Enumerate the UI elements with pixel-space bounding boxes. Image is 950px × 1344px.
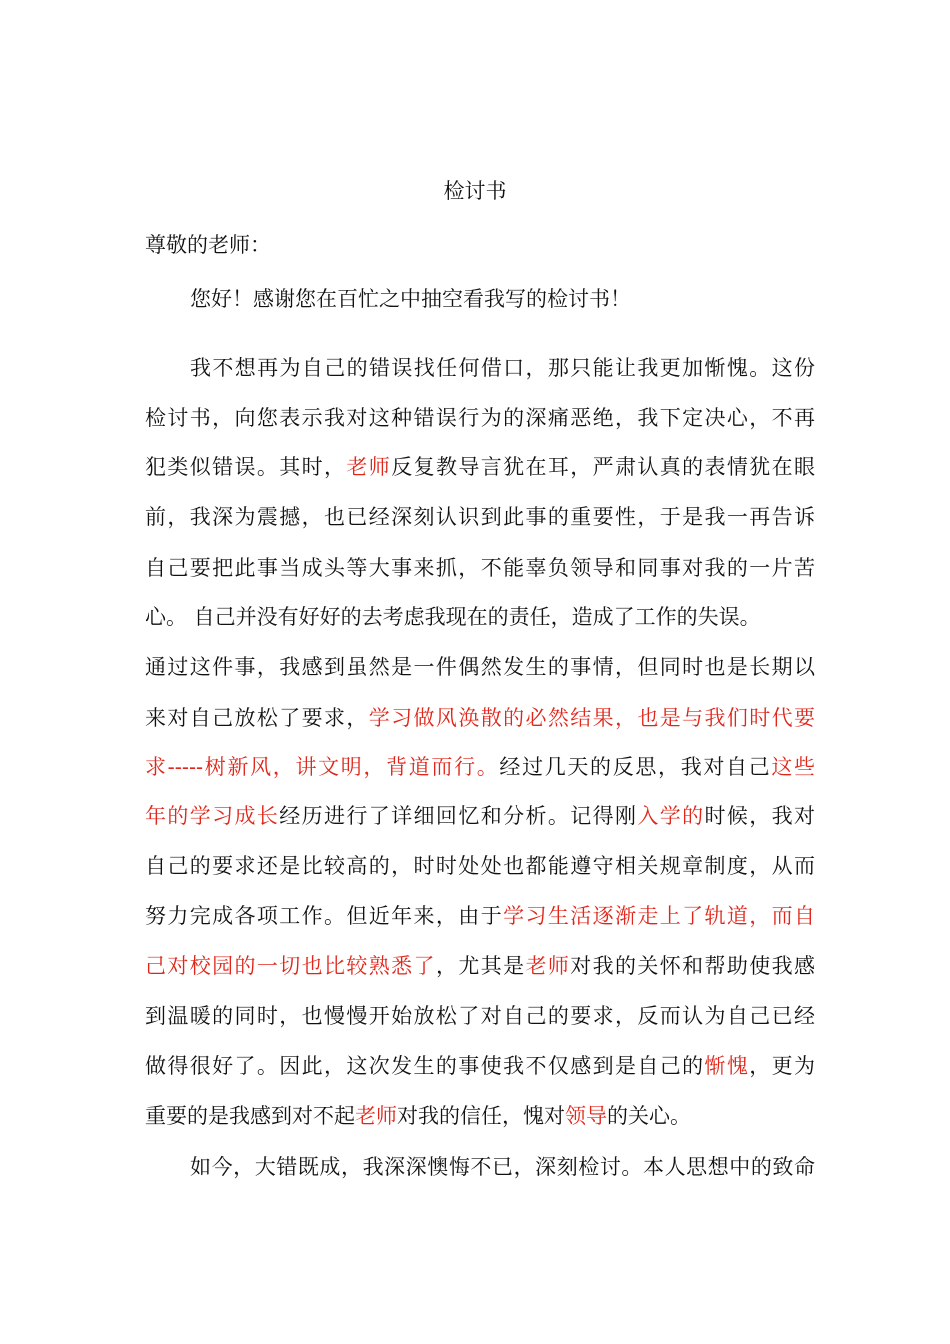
line-text: 重要的是我感到对不起 [145,1104,355,1128]
line-text: 反复教导言犹在耳，严肃认真的表情犹在眼 [391,455,816,479]
paragraph-line [145,553,815,583]
salutation: 尊敬的老师： [145,233,271,257]
paragraph-line [145,652,815,682]
line-text: 对我的关怀和帮助使我感 [570,954,816,978]
line-text: 自己的要求还是比较高的，时时处处也都能遵守相关规章制度，从而 [145,854,815,878]
line-text: 您好！感谢您在百忙之中抽空看我写的检讨书！ [190,287,631,311]
highlighted-text: 老师 [525,954,571,978]
line-text: 来对自己放松了要求， [145,706,369,730]
line-text: ，更为 [749,1054,816,1078]
paragraph-line [145,951,815,981]
line-text: 我不想再为自己的错误找任何借口，那只能让我更加惭愧。这份 [190,356,815,380]
highlighted-text: 求-----树新风，讲文明，背道而行。 [145,755,500,779]
line-text: 如今，大错既成，我深深懊悔不已，深刻检讨。本人思想中的致命 [190,1155,815,1179]
highlighted-text: 学习生活逐渐走上了轨道，而自 [503,904,816,928]
highlighted-text: 老师 [346,455,392,479]
highlighted-text: 年的学习成长 [145,804,280,828]
paragraph-line [145,901,815,931]
line-text: 的关心。 [607,1104,691,1128]
paragraph-line [145,801,815,831]
line-text: 到温暖的同时，也慢慢开始放松了对自己的要求，反而认为自己已经 [145,1004,815,1028]
paragraph-line [145,602,815,632]
paragraph-line [145,452,815,482]
line-text: 检讨书，向您表示我对这种错误行为的深痛恶绝，我下定决心，不再 [145,406,815,430]
highlighted-text: 己对校园的一切也比较熟悉了 [145,954,436,978]
line-text: 犯类似错误。其时， [145,455,347,479]
line-text: ，尤其是 [435,954,526,978]
paragraph-line [145,403,815,433]
line-text: 经过几天的反思，我对自己 [499,755,772,779]
paragraph-line [145,1101,815,1131]
highlighted-text: 惭愧 [704,1054,750,1078]
line-text: 前，我深为震撼，也已经深刻认识到此事的重要性，于是我一再告诉 [145,505,815,529]
line-text: 时候，我对 [704,804,816,828]
paragraph-line [190,353,815,383]
line-text: 做得很好了。因此，这次发生的事使我不仅感到是自己的 [145,1054,705,1078]
line-text: 心。 自己并没有好好的去考虑我现在的责任，造成了工作的失误。 [145,605,761,629]
paragraph-line [145,851,815,881]
highlighted-text: 入学的 [637,804,705,828]
line-text: 对我的信任，愧对 [397,1104,565,1128]
paragraph-line [145,1001,815,1031]
paragraph-line [190,1152,815,1182]
paragraph-line [190,284,815,314]
paragraph-line [145,502,815,532]
line-text: 自己要把此事当成头等大事来抓，不能辜负领导和同事对我的一片苦 [145,556,815,580]
paragraph-line [145,1051,815,1081]
document-title: 检讨书 [443,179,507,203]
highlighted-text: 学习做风涣散的必然结果，也是与我们时代要 [368,706,816,730]
highlighted-text: 这些 [771,755,816,779]
paragraph-line [145,703,815,733]
paragraph-line [145,752,815,782]
highlighted-text: 领导 [565,1104,607,1128]
line-text: 通过这件事，我感到虽然是一件偶然发生的事情，但同时也是长期以 [145,655,815,679]
line-text: 经历进行了详细回忆和分析。记得刚 [279,804,638,828]
line-text: 努力完成各项工作。但近年来，由于 [145,904,504,928]
highlighted-text: 老师 [355,1104,397,1128]
